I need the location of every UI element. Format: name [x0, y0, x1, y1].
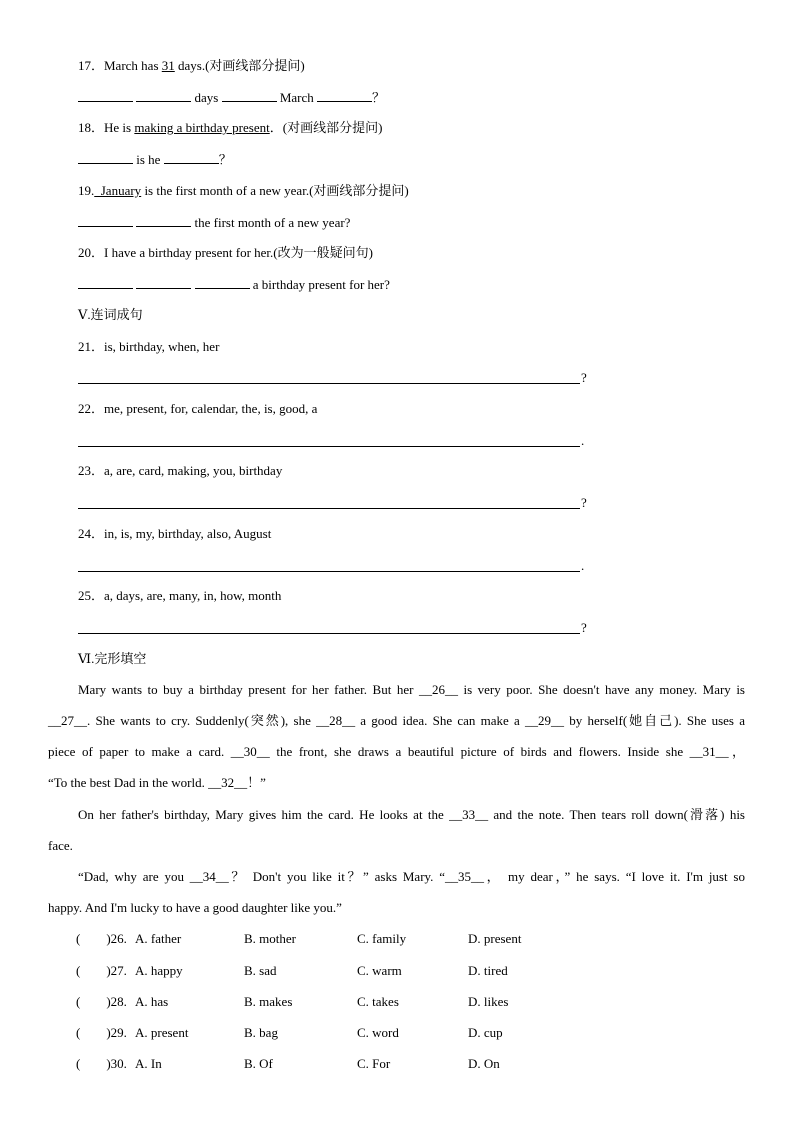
q18-text-a: 18．He is: [78, 120, 135, 135]
q17-underlined: 31: [161, 58, 175, 73]
question-24-words: 24．in, is, my, birthday, also, August: [78, 526, 272, 541]
passage-line: “Dad, why are you __34__？ Don't you like it？” asks Mary. “__35__， my dear，” he says. “I love it. I'm just so: [78, 869, 745, 884]
q19-text-b: is the first month of a new year.(对画线部分提问): [141, 183, 409, 198]
option-d[interactable]: D. cup: [468, 1025, 503, 1040]
option-b[interactable]: B. mother: [244, 931, 296, 946]
question-23-words: 23．a, are, card, making, you, birthday: [78, 463, 283, 478]
passage-line: Mary wants to buy a birthday present for her father. But her __26__ is very poor. She doesn't have any money. Mary is: [78, 682, 745, 697]
q21-end: ?: [581, 370, 587, 385]
option-c[interactable]: C. word: [357, 1025, 399, 1040]
q18-end: ？: [218, 152, 232, 167]
option-d[interactable]: D. likes: [468, 994, 509, 1009]
passage-line: face.: [48, 838, 73, 853]
option-a[interactable]: A. present: [135, 1025, 189, 1040]
q23-end: ?: [581, 495, 587, 510]
section-6-title: Ⅵ.完形填空: [78, 651, 147, 666]
answer-blank[interactable]: [78, 276, 133, 289]
answer-line-23[interactable]: [78, 508, 580, 509]
option-number[interactable]: ( )29.: [76, 1025, 127, 1040]
answer-line-24[interactable]: [78, 571, 580, 572]
option-c[interactable]: C. warm: [357, 963, 402, 978]
q24-end: .: [581, 558, 585, 573]
option-a[interactable]: A. happy: [135, 963, 183, 978]
q25-end: ?: [581, 620, 587, 635]
q17-text-b: days.(对画线部分提问): [174, 58, 305, 73]
q17-end: ？: [372, 90, 386, 105]
answer-blank[interactable]: [78, 89, 133, 102]
option-b[interactable]: B. makes: [244, 994, 293, 1009]
question-22-words: 22．me, present, for, calendar, the, is, good, a: [78, 401, 318, 416]
q18-underlined: making a birthday present: [134, 120, 270, 135]
answer-blank[interactable]: [78, 214, 133, 227]
q17-text-a: 17．March has: [78, 58, 162, 73]
q19-underlined: January: [94, 183, 142, 198]
answer-line-25[interactable]: [78, 633, 580, 634]
answer-blank[interactable]: [317, 89, 372, 102]
question-25-words: 25．a, days, are, many, in, how, month: [78, 588, 282, 603]
question-17-answer: [78, 89, 385, 106]
passage-line: piece of paper to make a card. __30__ the front, she draws a beautiful picture of birds and flowers. Inside she __31__，: [48, 744, 745, 759]
option-b[interactable]: B. sad: [244, 963, 277, 978]
q18-text-b: ．(对画线部分提问): [269, 120, 383, 135]
q19-text-a: 19.: [78, 183, 95, 198]
passage-line: __27__. She wants to cry. Suddenly(突然), she __28__ a good idea. She can make a __29__ by herself(她自己). She uses a: [48, 713, 745, 728]
option-number[interactable]: ( )30.: [76, 1056, 127, 1071]
question-17-prompt: [78, 58, 305, 74]
option-a[interactable]: A. father: [135, 931, 182, 946]
option-c[interactable]: C. For: [357, 1056, 391, 1071]
question-19-answer: [78, 214, 350, 231]
option-d[interactable]: D. tired: [468, 963, 508, 978]
answer-blank[interactable]: [136, 276, 191, 289]
option-number[interactable]: ( )27.: [76, 963, 127, 978]
answer-line-21[interactable]: [78, 383, 580, 384]
question-20-answer: [78, 276, 390, 293]
option-d[interactable]: D. present: [468, 931, 522, 946]
question-20-prompt: 20．I have a birthday present for her.(改为一般疑问句): [78, 245, 373, 260]
answer-blank[interactable]: [164, 151, 219, 164]
option-a[interactable]: A. has: [135, 994, 169, 1009]
option-a[interactable]: A. In: [135, 1056, 162, 1071]
question-19-prompt: [78, 183, 409, 199]
option-d[interactable]: D. On: [468, 1056, 500, 1071]
answer-blank[interactable]: [222, 89, 277, 102]
answer-blank[interactable]: [136, 214, 191, 227]
q20-tail: a birthday present for her?: [252, 277, 390, 292]
q18-word: is he: [136, 152, 161, 167]
passage-line: “To the best Dad in the world. __32__！”: [48, 775, 266, 790]
answer-blank[interactable]: [195, 276, 250, 289]
question-18-prompt: [78, 120, 382, 136]
option-number[interactable]: ( )26.: [76, 931, 127, 946]
q19-tail: the first month of a new year?: [194, 215, 351, 230]
passage-line: On her father's birthday, Mary gives him the card. He looks at the __33__ and the note. Then tears roll down(滑落) his: [78, 807, 745, 822]
q22-end: .: [581, 433, 585, 448]
option-b[interactable]: B. Of: [244, 1056, 273, 1071]
section-5-title: Ⅴ.连词成句: [78, 307, 143, 322]
question-21-words: 21．is, birthday, when, her: [78, 339, 220, 354]
passage-line: happy. And I'm lucky to have a good daughter like you.”: [48, 900, 342, 915]
answer-blank[interactable]: [136, 89, 191, 102]
question-18-answer: [78, 151, 232, 168]
answer-blank[interactable]: [78, 151, 133, 164]
q17-word: March: [279, 90, 314, 105]
option-number[interactable]: ( )28.: [76, 994, 127, 1009]
q17-word: days: [194, 90, 219, 105]
option-c[interactable]: C. takes: [357, 994, 399, 1009]
answer-line-22[interactable]: [78, 446, 580, 447]
option-b[interactable]: B. bag: [244, 1025, 278, 1040]
option-c[interactable]: C. family: [357, 931, 407, 946]
